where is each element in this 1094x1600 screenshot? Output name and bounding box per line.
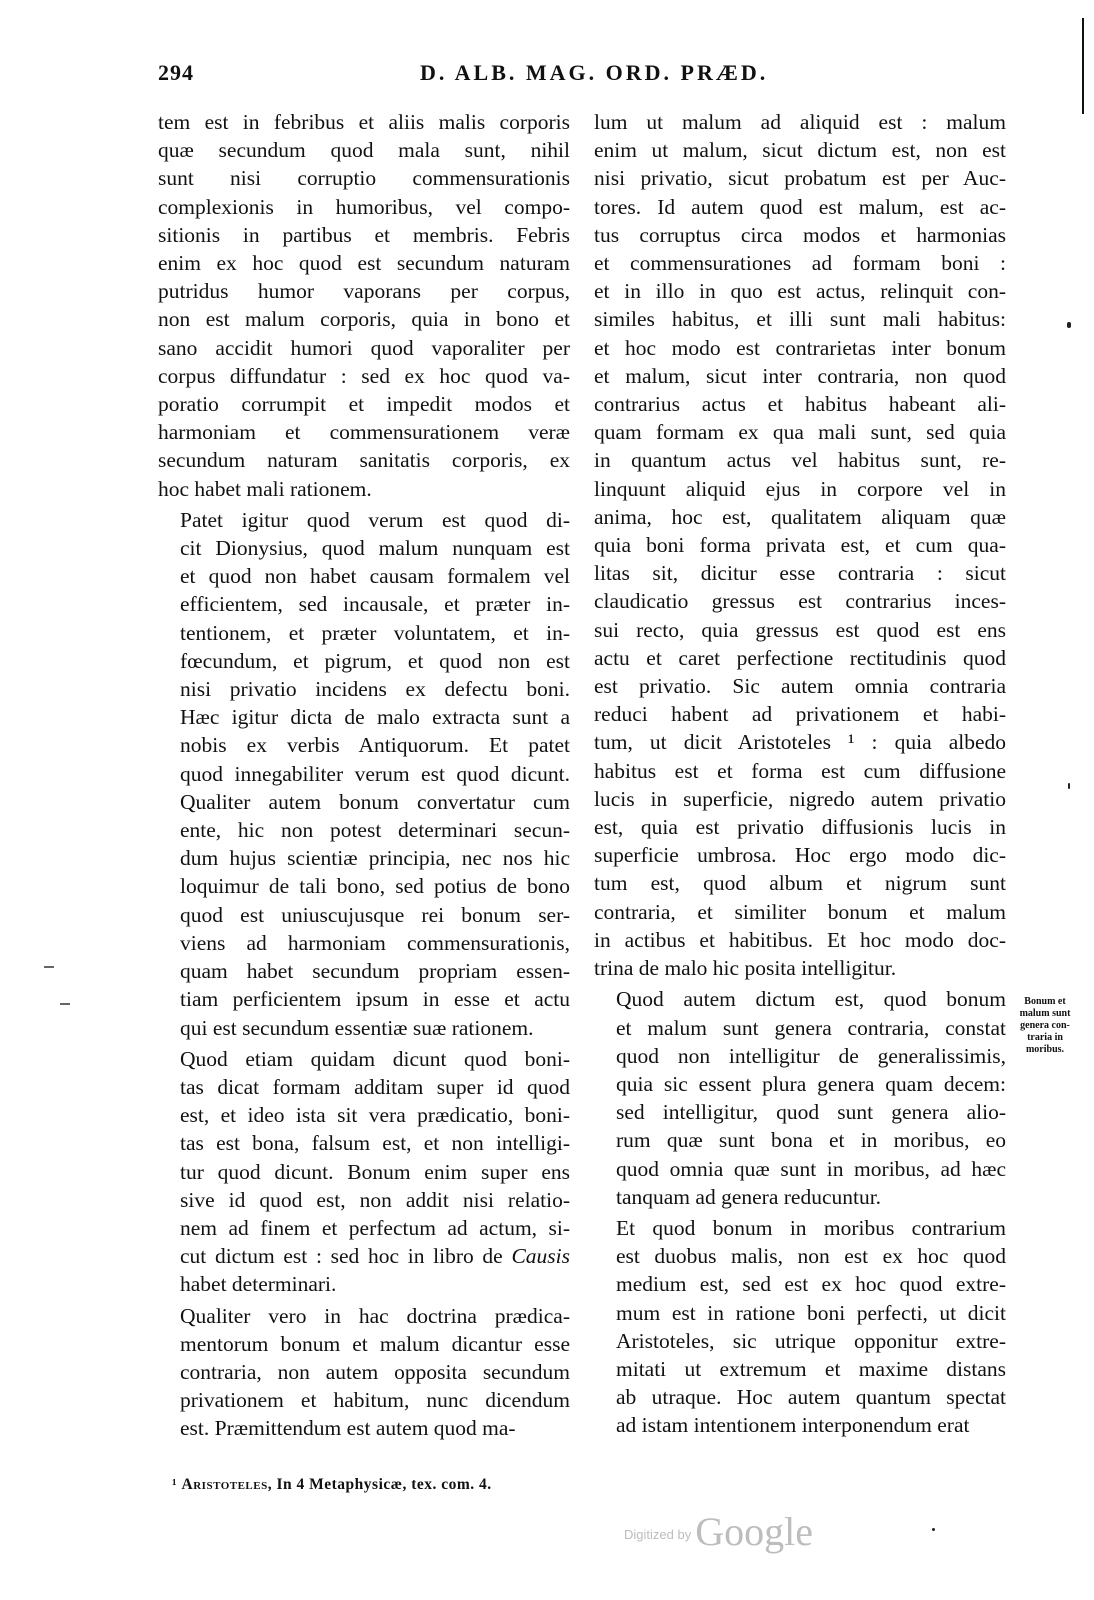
- text-line: tus corruptus circa modos et harmonias: [594, 222, 1006, 247]
- text-line: in quantum actus vel habitus sunt, re-: [594, 448, 1006, 473]
- watermark-prefix: Digitized by: [624, 1527, 692, 1542]
- text-line: putridus humor vaporans per corpus,: [158, 279, 570, 304]
- right-paragraph: [594, 108, 1006, 982]
- text-line: sano accidit humori quod vaporaliter per: [158, 335, 570, 360]
- scan-dash: [44, 966, 54, 968]
- text-line: lucis in superficie, nigredo autem privatio: [594, 786, 1006, 811]
- watermark-brand: Google: [695, 1509, 813, 1554]
- text-line: sive id quod est, non addit nisi relatio-: [180, 1187, 570, 1212]
- text-line: litas sit, dicitur esse contraria : sicut: [594, 561, 1006, 586]
- text-line: efficientem, sed incausale, et præter in-: [180, 592, 570, 617]
- marginal-note-line: genera con-: [1020, 1020, 1070, 1031]
- text-line: medium est, sed est ex hoc quod extre-: [616, 1272, 1006, 1297]
- scan-speck: [932, 1528, 935, 1531]
- text-line: qui est secundum essentiæ suæ rationem.: [180, 1015, 534, 1040]
- text-line: tas dicat formam additam super id quod: [180, 1074, 570, 1099]
- text-line: ad istam intentionem interponendum erat: [616, 1413, 970, 1438]
- text-line: Patet igitur quod verum est quod di-: [180, 507, 570, 532]
- text-line: cut dictum est : sed hoc in libro de Causis: [180, 1244, 570, 1269]
- text-line: Qualiter vero in hac doctrina prædica-: [180, 1303, 570, 1328]
- text-line: claudicatio gressus est contrarius inces-: [594, 589, 1006, 614]
- text-line: fœcundum, et pigrum, et quod non est: [180, 648, 570, 673]
- scan-speck: [1067, 322, 1071, 328]
- left-text-column: [158, 108, 570, 1446]
- text-line: enim ut malum, sicut dictum est, non est: [594, 138, 1006, 163]
- text-line: est duobus malis, non est ex hoc quod: [616, 1244, 1006, 1269]
- text-line: Hæc igitur dicta de malo extracta sunt a: [180, 705, 570, 730]
- text-line: corpus diffundatur : sed ex hoc quod va-: [158, 363, 570, 388]
- text-line: quia boni forma privata est, et cum qua-: [594, 533, 1006, 558]
- text-line: est, et ideo ista sit vera prædicatio, boni-: [180, 1103, 570, 1128]
- text-line: est. Præmittendum est autem quod ma-: [180, 1416, 516, 1441]
- text-line: actu et caret perfectione rectitudinis quod: [594, 645, 1006, 670]
- text-line: in actibus et habitibus. Et hoc modo doc-: [594, 927, 1006, 952]
- text-line: tum est, quod album et nigrum sunt: [594, 871, 1006, 896]
- text-line: Quod etiam quidam dicunt quod boni-: [180, 1046, 570, 1071]
- text-line: mitati ut extremum et maxime distans: [616, 1356, 1006, 1381]
- text-line: ab utraque. Hoc autem quantum spectat: [616, 1385, 1006, 1410]
- text-line: rum quæ sunt bona et in moribus, eo: [616, 1128, 1006, 1153]
- text-line: harmoniam et commensurationem veræ: [158, 420, 570, 445]
- text-line: dum hujus scientiæ principia, nec nos hic: [180, 846, 570, 871]
- text-line: et hoc modo est contrarietas inter bonum: [594, 335, 1006, 360]
- marginal-note-line: moribus.: [1025, 1044, 1065, 1055]
- text-line: viens ad harmoniam commensurationis,: [180, 930, 570, 955]
- text-line: tentionem, et præter voluntatem, et in-: [180, 620, 570, 645]
- text-line: quia sic essent plura genera quam decem:: [616, 1071, 1006, 1096]
- text-line: anima, hoc est, qualitatem aliquam quæ: [594, 504, 1006, 529]
- text-line: cit Dionysius, quod malum nunquam est: [180, 536, 570, 561]
- text-line: Et quod bonum in moribus contrarium: [616, 1215, 1006, 1240]
- text-line: contraria, non autem opposita secundum: [180, 1359, 570, 1384]
- text-line: Quod autem dictum est, quod bonum: [616, 987, 1006, 1012]
- text-line: tanquam ad genera reducuntur.: [616, 1184, 882, 1209]
- text-line: reduci habent ad privationem et habi-: [594, 702, 1006, 727]
- text-line: est privatio. Sic autem omnia contraria: [594, 674, 1006, 699]
- text-line: enim ex hoc quod est secundum naturam: [158, 251, 570, 276]
- text-line: ente, hic non potest determinari secun-: [180, 818, 570, 843]
- text-line: complexionis in humoribus, vel compo-: [158, 194, 570, 219]
- text-line: lum ut malum ad aliquid est : malum: [594, 110, 1006, 134]
- scan-speck: [1068, 783, 1070, 789]
- text-line: nisi privatio, sicut probatum est per Auc-: [594, 166, 1006, 191]
- text-line: hoc habet mali rationem.: [158, 476, 372, 501]
- text-line: poratio corrumpit et impedit modos et: [158, 392, 570, 417]
- text-line: linquunt aliquid ejus in corpore vel in: [594, 476, 1006, 501]
- text-line: similes habitus, et illi sunt mali habitus:: [594, 307, 1006, 332]
- text-line: contrarius actus et habitus habeant ali-: [594, 392, 1006, 417]
- text-line: sunt nisi corruptio commensurationis: [158, 166, 570, 191]
- text-line: Qualiter autem bonum convertatur cum: [180, 789, 570, 814]
- digitized-watermark: [624, 1508, 813, 1555]
- text-line: tas est bona, falsum est, et non intelligi-: [180, 1131, 570, 1156]
- marginal-note-line: traria in: [1027, 1032, 1063, 1043]
- text-line: quod est uniuscujusque rei bonum ser-: [180, 902, 570, 927]
- left-paragraph: [158, 108, 570, 503]
- text-line: superficie umbrosa. Hoc ergo modo dic-: [594, 843, 1006, 868]
- right-paragraph: [594, 985, 1006, 1211]
- text-line: secundum naturam sanitatis corporis, ex: [158, 448, 570, 473]
- text-line: tem est in febribus et aliis malis corporis: [158, 110, 570, 134]
- left-paragraph: [158, 506, 570, 1042]
- text-line: et malum sunt genera contraria, constat: [616, 1015, 1006, 1040]
- text-line: et malum, sicut inter contraria, non quod: [594, 363, 1006, 388]
- marginal-note-line: malum sunt: [1019, 1008, 1071, 1019]
- footnote-text: , In 4 Metaphysicæ, tex. com. 4.: [267, 1476, 492, 1493]
- text-line: loquimur de tali bono, sed potius de bono: [180, 874, 570, 899]
- text-line: privationem et habitum, nunc dicendum: [180, 1388, 570, 1413]
- text-line: et quod non habet causam formalem vel: [180, 564, 570, 589]
- footnote: [172, 1476, 492, 1494]
- text-line: quod omnia quæ sunt in moribus, ad hæc: [616, 1156, 1006, 1181]
- right-paragraph: [594, 1214, 1006, 1440]
- text-line: et in illo in quo est actus, relinquit con-: [594, 279, 1006, 304]
- text-line: sui recto, quia gressus est quod est ens: [594, 617, 1006, 642]
- text-line: nobis ex verbis Antiquorum. Et patet: [180, 733, 570, 758]
- text-line: nem ad finem et perfectum ad actum, si-: [180, 1215, 570, 1240]
- text-line: Aristoteles, sic utrique opponitur extre-: [616, 1328, 1006, 1353]
- text-line: quam formam ex qua mali sunt, sed quia: [594, 420, 1006, 445]
- marginal-note-line: Bonum et: [1024, 996, 1066, 1007]
- text-line: non est malum corporis, quia in bono et: [158, 307, 570, 332]
- text-line: contraria, et similiter bonum et malum: [594, 899, 1006, 924]
- footnote-author: Aristoteles: [181, 1476, 268, 1493]
- text-line: quod non intelligitur de generalissimis,: [616, 1043, 1006, 1068]
- text-line: tiam perficientem ipsum in esse et actu: [180, 987, 570, 1012]
- text-line: trina de malo hic posita intelligitur.: [594, 956, 897, 981]
- text-line: sed intelligitur, quod sunt genera alio-: [616, 1100, 1006, 1125]
- text-line: et commensurationes ad formam boni :: [594, 251, 1006, 276]
- text-line: mum est in ratione boni perfecti, ut dicit: [616, 1300, 1006, 1325]
- text-line: mentorum bonum et malum dicantur esse: [180, 1331, 570, 1356]
- footnote-marker: ¹: [172, 1476, 178, 1493]
- text-line: quod innegabiliter verum est quod dicunt.: [180, 761, 570, 786]
- scan-dash: [60, 1003, 70, 1005]
- text-line: quam habet secundum propriam essen-: [180, 959, 570, 984]
- text-line: tum, ut dicit Aristoteles ¹ : quia albedo: [594, 730, 1006, 755]
- marginal-note: [1012, 996, 1078, 1056]
- page-number: 294: [158, 60, 194, 85]
- text-line: est, quia est privatio diffusionis lucis in: [594, 815, 1006, 840]
- text-line: habet determinari.: [180, 1272, 337, 1297]
- text-line: nisi privatio incidens ex defectu boni.: [180, 677, 570, 702]
- text-line: sitionis in partibus et membris. Febris: [158, 222, 570, 247]
- running-header: [158, 60, 1000, 94]
- left-paragraph: [158, 1302, 570, 1443]
- page-edge-rule: [1082, 18, 1084, 114]
- text-line: tur quod dicunt. Bonum enim super ens: [180, 1159, 570, 1184]
- text-line: habitus est et forma est cum diffusione: [594, 758, 1006, 783]
- text-line: tores. Id autem quod est malum, est ac-: [594, 194, 1006, 219]
- running-title: D. ALB. MAG. ORD. PRÆD.: [420, 60, 769, 85]
- left-paragraph: [158, 1045, 570, 1299]
- text-line: quæ secundum quod mala sunt, nihil: [158, 138, 570, 163]
- right-text-column: [594, 108, 1006, 1443]
